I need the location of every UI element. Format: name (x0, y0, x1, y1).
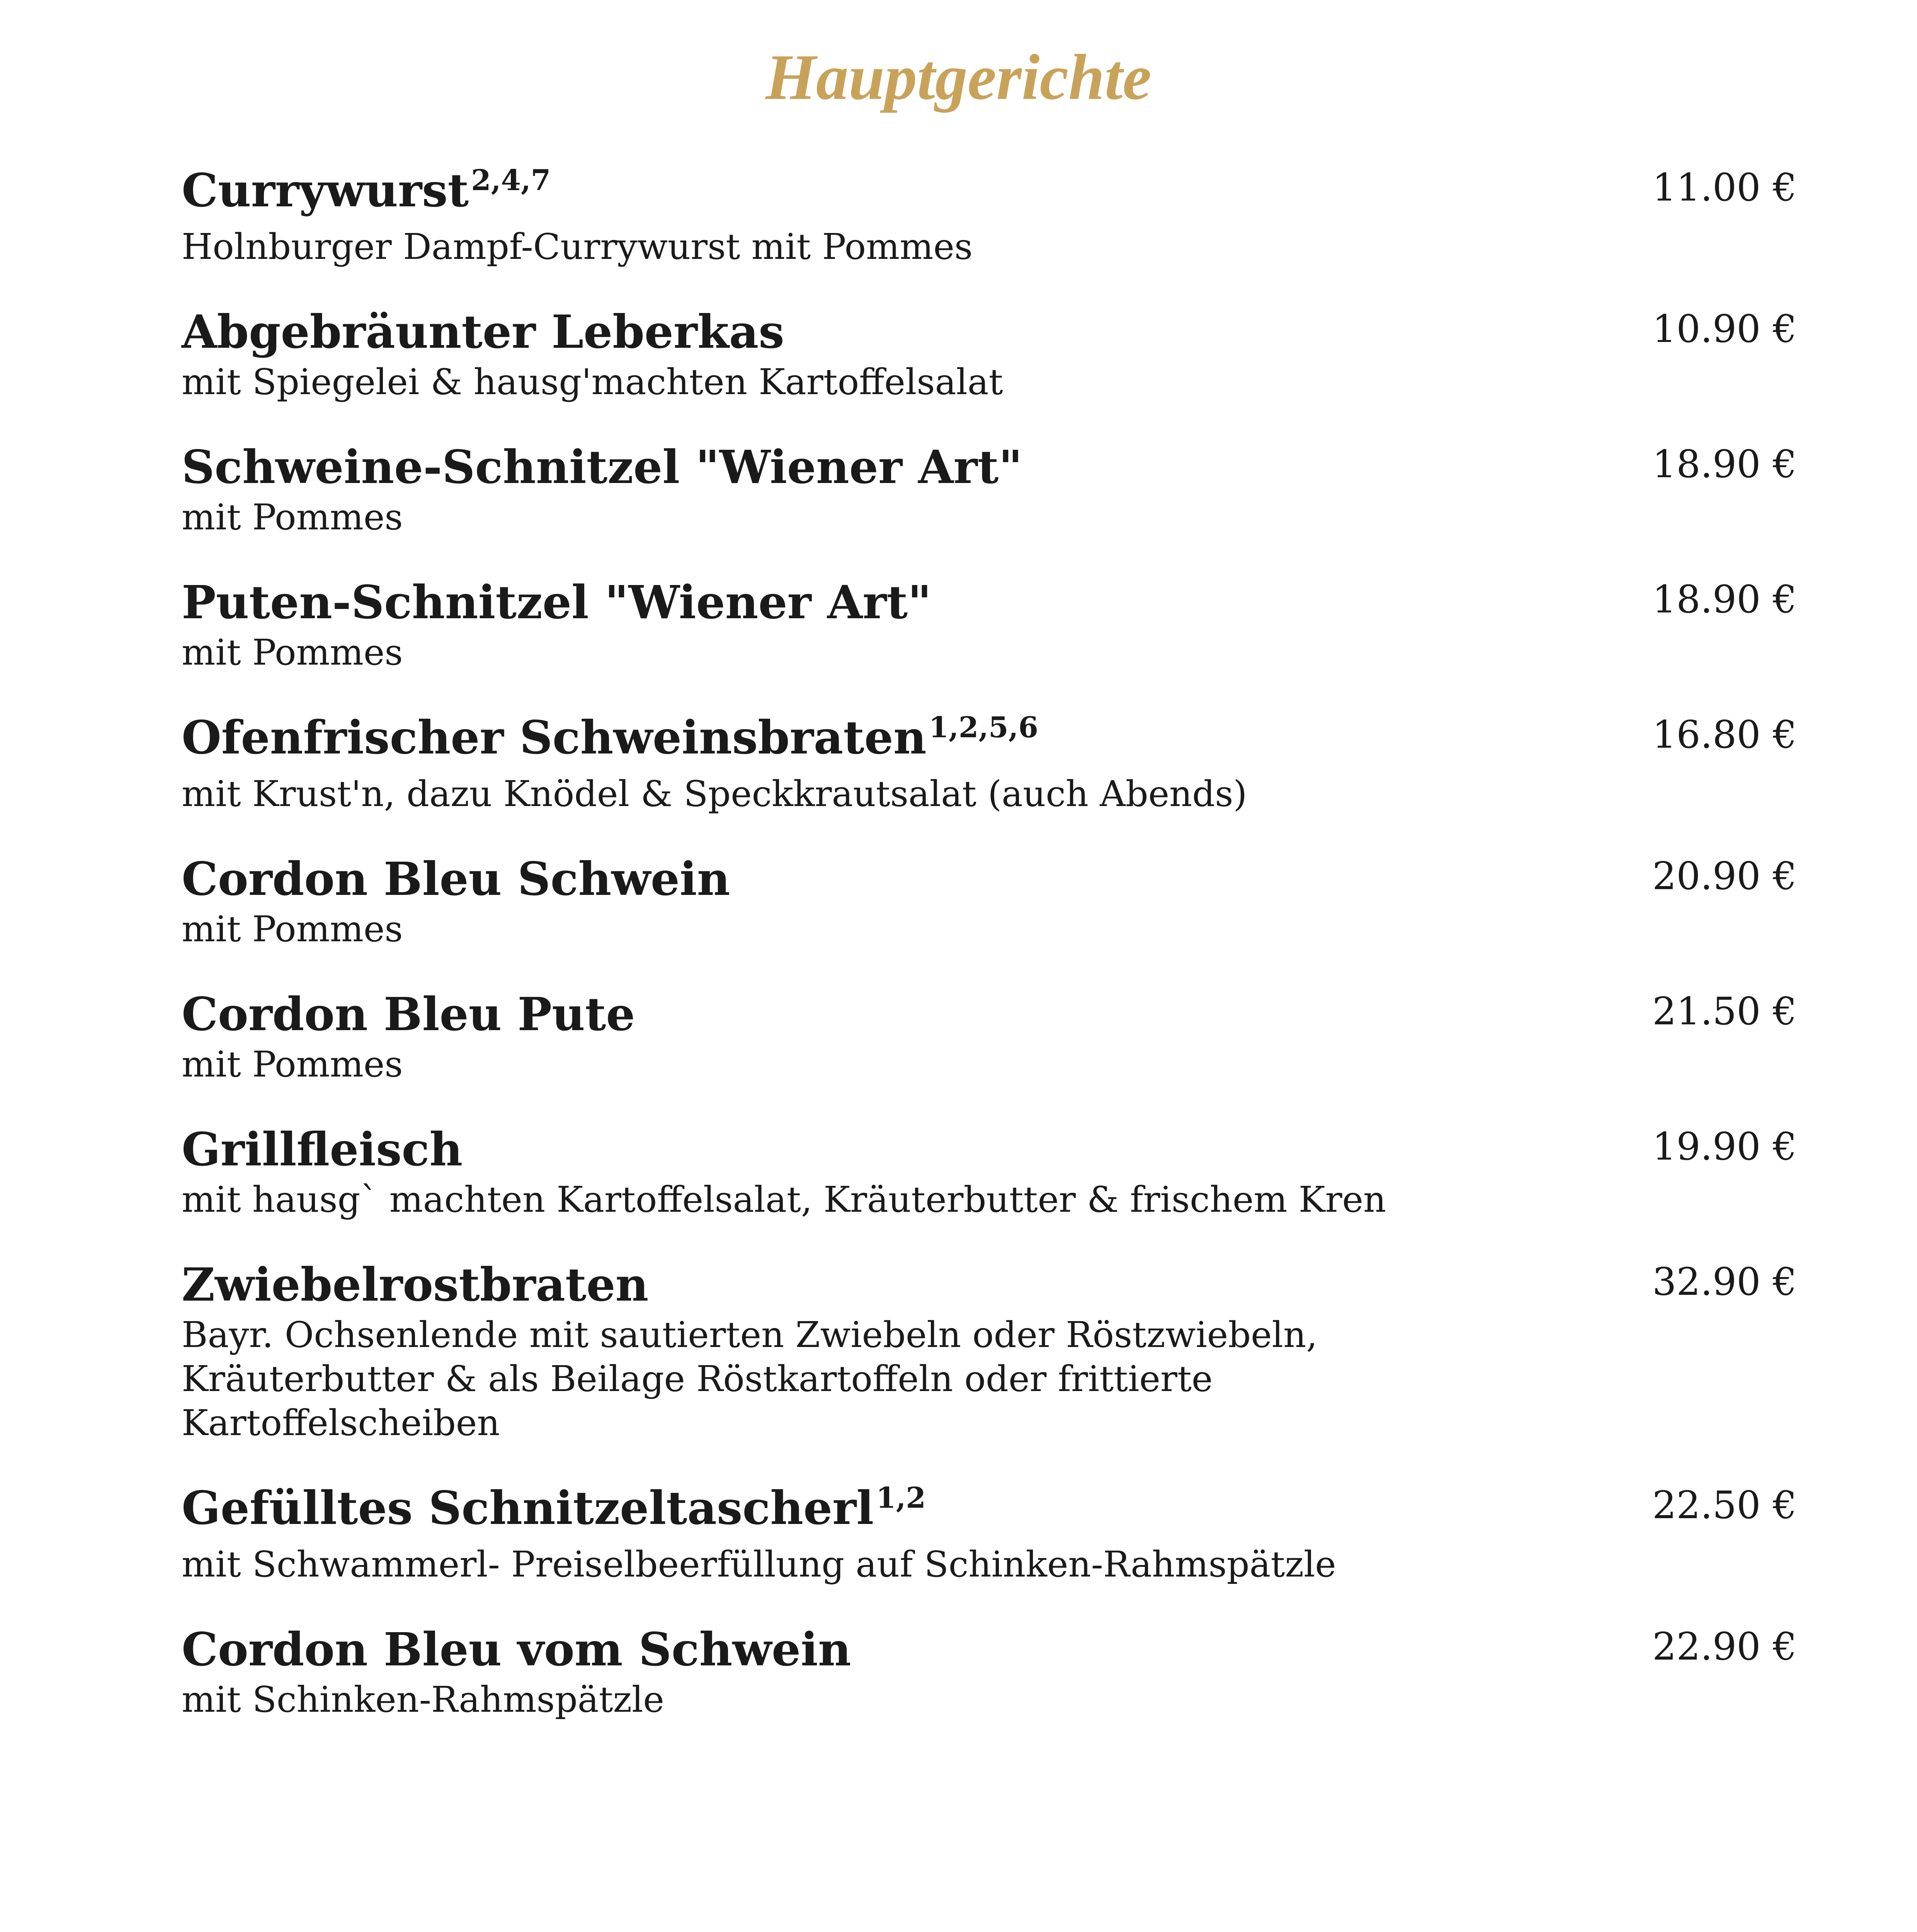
item-description: mit Spiegelei & hausg'machten Kartoffelsalat (182, 361, 1003, 403)
allergen-codes: 1,2,5,6 (929, 711, 1038, 744)
item-price: 21.50 € (1652, 990, 1797, 1034)
menu-item (182, 1621, 1797, 1722)
item-description: Bayr. Ochsenlende mit sautierten Zwiebeln oder Röstzwiebeln, Kräuterbutter & als Beilage Röstkartoffeln oder frittierte Kartoffelscheiben (182, 1314, 1318, 1444)
item-description: Holnburger Dampf-Currywurst mit Pommes (182, 226, 973, 267)
item-price: 18.90 € (1652, 442, 1797, 486)
item-price: 22.50 € (1652, 1483, 1797, 1527)
menu-item (182, 1480, 1797, 1587)
menu-item (182, 851, 1797, 951)
item-description: mit Pommes (182, 497, 403, 538)
item-price: 11.00 € (1652, 166, 1797, 210)
item-price: 32.90 € (1652, 1260, 1797, 1304)
allergen-codes: 2,4,7 (471, 164, 551, 197)
item-name: Cordon Bleu Schwein (182, 852, 730, 906)
item-price: 22.90 € (1652, 1625, 1797, 1669)
page-title: Hauptgerichte (765, 41, 1152, 113)
item-name: Zwiebelrostbraten (182, 1258, 649, 1311)
menu-item (182, 1257, 1797, 1445)
item-name: Abgebräunter Leberkas (182, 305, 784, 359)
item-description: mit hausg` machten Kartoffelsalat, Kräuterbutter & frischem Kren (182, 1179, 1386, 1220)
menu-item (182, 304, 1797, 404)
item-description: mit Krust'n, dazu Knödel & Speckkrautsalat (auch Abends) (182, 773, 1247, 815)
menu-list (182, 162, 1797, 1757)
item-price: 10.90 € (1652, 307, 1797, 351)
menu-item (182, 986, 1797, 1087)
menu-item (182, 574, 1797, 675)
item-price: 18.90 € (1652, 578, 1797, 622)
item-name: Schweine-Schnitzel "Wiener Art" (182, 440, 1022, 494)
menu-item (182, 439, 1797, 539)
menu-item (182, 1121, 1797, 1222)
item-description: mit Schwammerl- Preiselbeerfüllung auf Schinken-Rahmspätzle (182, 1544, 1336, 1585)
item-name: Currywurst$^{2,4,7}$ (182, 163, 551, 217)
item-name: Gefülltes Schnitzeltascherl$^{1,2}$ (182, 1481, 926, 1535)
item-description: mit Schinken-Rahmspätzle (182, 1679, 664, 1720)
menu-item (182, 709, 1797, 816)
allergen-codes: 1,2 (876, 1481, 926, 1515)
item-name: Puten-Schnitzel "Wiener Art" (182, 575, 932, 629)
item-name: Ofenfrischer Schweinsbraten$^{1,2,5,6}$ (182, 711, 1038, 764)
item-price: 19.90 € (1652, 1125, 1797, 1169)
item-description: mit Pommes (182, 632, 403, 673)
item-description: mit Pommes (182, 908, 403, 950)
item-name: Cordon Bleu Pute (182, 987, 635, 1041)
item-name: Grillfleisch (182, 1122, 463, 1176)
menu-item (182, 162, 1797, 269)
item-description: mit Pommes (182, 1044, 403, 1085)
item-name: Cordon Bleu vom Schwein (182, 1622, 851, 1676)
item-price: 20.90 € (1652, 854, 1797, 898)
item-price: 16.80 € (1652, 713, 1797, 757)
